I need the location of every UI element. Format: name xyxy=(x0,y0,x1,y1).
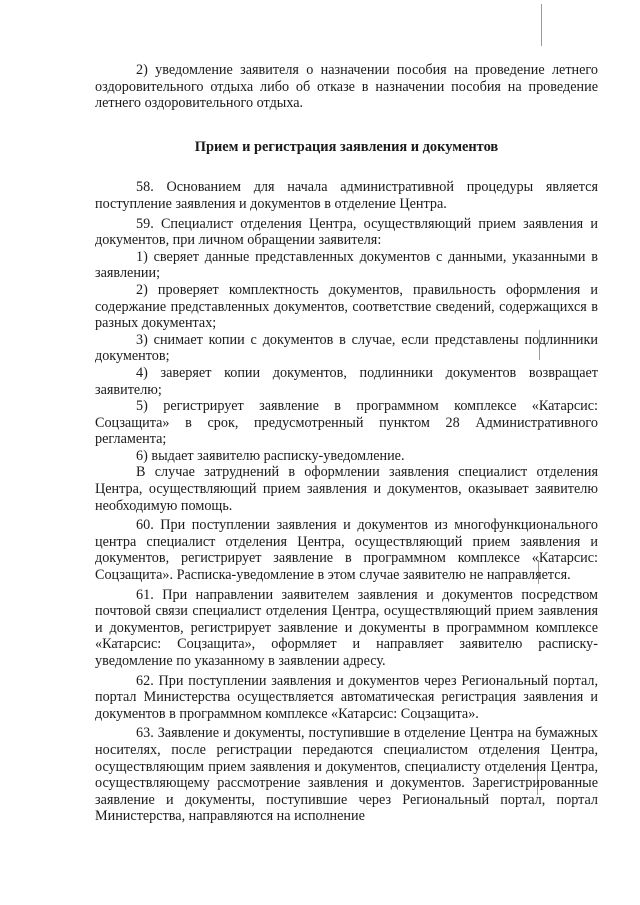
paragraph-59: 59. Специалист отделения Центра, осуществляющий прием заявления и документов, при личном обращении заявителя: xyxy=(95,215,598,249)
list-item-4: 4) заверяет копии документов, подлинники документов возвращает заявителю; xyxy=(95,364,598,398)
list-item-2: 2) проверяет комплектность документов, правильность оформления и содержание представленных документов, соответствие сведений, содержащихся в разных документах; xyxy=(95,281,598,332)
paragraph-63: 63. Заявление и документы, поступившие в отделение Центра на бумажных носителях, после регистрации передаются специалистом отделения Центра, осуществляющим прием заявления и документов, специалисту отделения Центра, осуществляющему рассмотрение заявления и документов. Зарегистрированные заявление и документы, поступившие через Региональный портал, портал Министерства, направляются на исполнение xyxy=(95,725,598,825)
paragraph-61: 61. При направлении заявителем заявления и документов посредством почтовой связи специалист отделения Центра, осуществляющий прием заявления и документов, регистрирует заявление и документы в программном комплексе «Катарсис: Соцзащита», оформляет и направляет заявителю расписку-уведомление по указанному в заявлении адресу. xyxy=(95,586,598,669)
list-item-1: 1) сверяет данные представленных документов с данными, указанными в заявлении; xyxy=(95,248,598,282)
assistance-paragraph: В случае затруднений в оформлении заявления специалист отделения Центра, осуществляющий прием заявления и документов, оказывает заявителю необходимую помощь. xyxy=(95,464,598,514)
paragraph-60: 60. При поступлении заявления и документов из многофункционального центра специалист отделения Центра, осуществляющий прием заявления и документов, регистрирует заявление в программном комплексе «Катарсис: Соцзащита». Расписка-уведомление в этом случае заявителю не направляется. xyxy=(95,517,598,584)
list-item-5: 5) регистрирует заявление в программном комплексе «Катарсис: Соцзащита» в срок, предусмотренный пунктом 28 Административного регламента; xyxy=(95,398,598,448)
paragraph-58: 58. Основанием для начала административной процедуры является поступление заявления и документов в отделение Центра. xyxy=(95,179,598,212)
list-item-6: 6) выдает заявителю расписку-уведомление. xyxy=(136,447,405,464)
document-page xyxy=(95,62,598,825)
intro-list-item: 2) уведомление заявителя о назначении пособия на проведение летнего оздоровительного отдыха либо об отказе в назначении пособия на проведение летнего оздоровительного отдыха. xyxy=(95,62,598,112)
section-title: Прием и регистрация заявления и документов xyxy=(194,138,499,155)
list-item-3: 3) снимает копии с документов в случае, если представлены подлинники документов; xyxy=(95,331,598,365)
paragraph-62: 62. При поступлении заявления и документов через Региональный портал, портал Министерства осуществляется автоматическая регистрация заявления и документов в программном комплексе «Катарсис: Соцзащита». xyxy=(95,672,598,722)
scan-edge-mark xyxy=(541,4,542,46)
